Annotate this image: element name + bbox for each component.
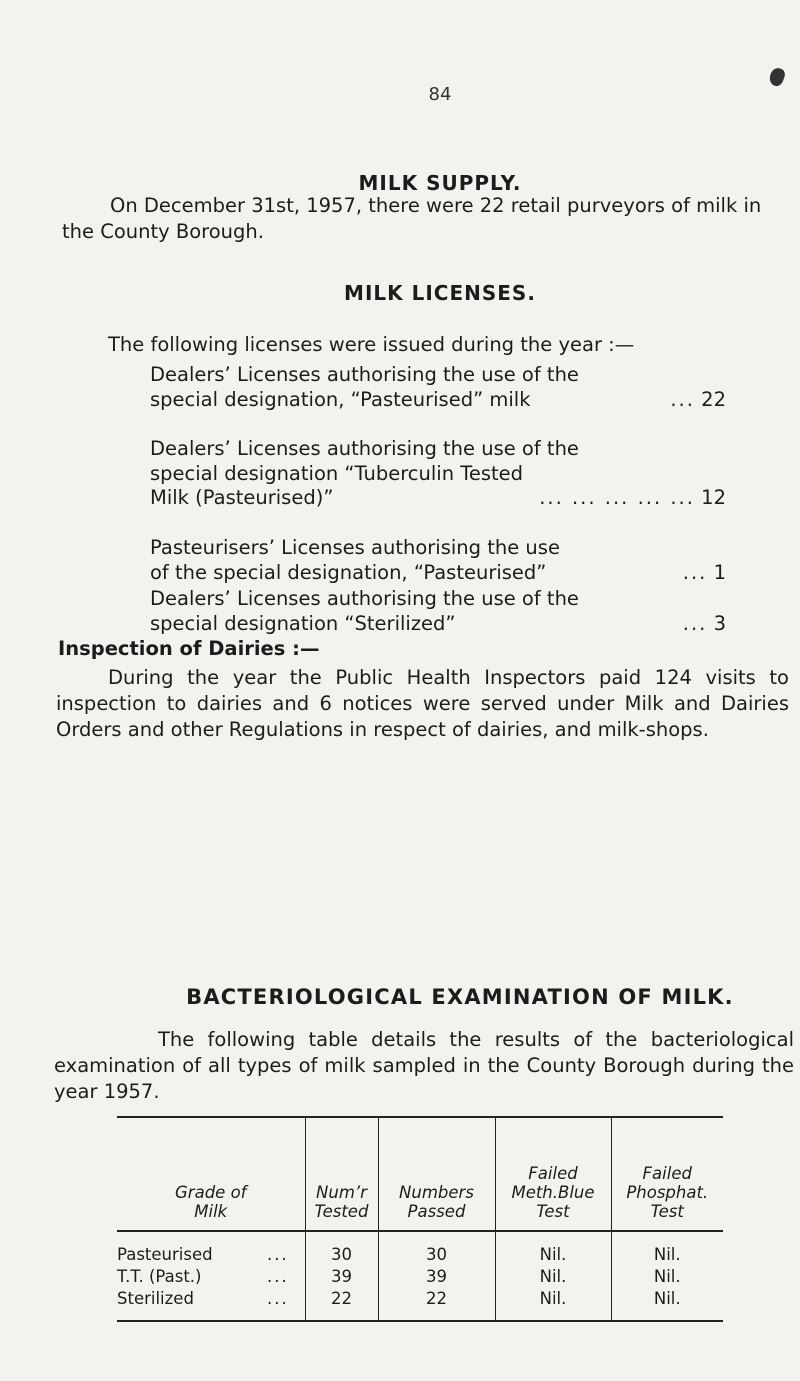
phosphat-cell: Nil. <box>611 1288 723 1321</box>
table-row <box>117 1288 723 1321</box>
intro-paragraph-text: On December 31st, 1957, there were 22 retail purveyors of milk in the County Borough. <box>62 194 762 243</box>
page-title: MILK SUPPLY. <box>358 171 522 195</box>
table-row <box>117 1231 723 1266</box>
grade-cell: Sterilized ... <box>117 1289 289 1308</box>
leader-dots: ... <box>267 1267 289 1286</box>
license-entry <box>150 587 726 636</box>
bacteriological-heading: BACTERIOLOGICAL EXAMINATION OF MILK. <box>186 985 734 1009</box>
license-count: 12 <box>701 486 726 509</box>
meth-blue-cell: Nil. <box>495 1231 611 1266</box>
leader-dots: ... <box>267 1289 289 1308</box>
tested-cell: 22 <box>305 1288 378 1321</box>
passed-cell: 22 <box>378 1288 495 1321</box>
table-header-row <box>117 1117 723 1231</box>
license-line: Dealers’ Licenses authorising the use of the <box>150 363 579 386</box>
inspection-heading: Inspection of Dairies :— <box>58 637 320 660</box>
licenses-intro: The following licenses were issued during the year :— <box>108 333 635 356</box>
leader-dots: ... <box>682 560 708 584</box>
phosphat-cell: Nil. <box>611 1231 723 1266</box>
license-count: 3 <box>713 611 726 635</box>
column-header-meth-blue: Failed Meth.Blue Test <box>495 1117 611 1231</box>
meth-blue-cell: Nil. <box>495 1266 611 1288</box>
tested-cell: 30 <box>305 1231 378 1266</box>
bacteriological-paragraph-text: The following table details the results of the bacteriological examination of all types of milk sampled in the County Borough during the year 1957. <box>54 1028 794 1103</box>
intro-paragraph <box>62 193 797 245</box>
milk-results-table <box>117 1116 723 1322</box>
license-count: 22 <box>701 387 726 411</box>
license-line: special designation “Sterilized” <box>150 611 456 635</box>
leader-dots: ... <box>682 611 708 635</box>
license-entry <box>150 437 726 511</box>
license-line: Dealers’ Licenses authorising the use of the <box>150 587 579 610</box>
license-line: Pasteurisers’ Licenses authorising the use <box>150 536 560 559</box>
inspection-paragraph-text: During the year the Public Health Inspectors paid 124 visits to inspection to dairies and 6 notices were served under Milk and Dairies Orders and other Regulations in respect of dairies, and milk-shops. <box>56 666 789 741</box>
column-header-phosphat: Failed Phosphat. Test <box>611 1117 723 1231</box>
grade-cell: T.T. (Past.) ... <box>117 1267 289 1286</box>
phosphat-cell: Nil. <box>611 1266 723 1288</box>
table-row <box>117 1266 723 1288</box>
license-line: Milk (Pasteurised)” <box>150 486 334 509</box>
passed-cell: 30 <box>378 1231 495 1266</box>
passed-cell: 39 <box>378 1266 495 1288</box>
inspection-paragraph <box>56 665 789 743</box>
leader-dots: ... <box>670 387 695 411</box>
license-line: special designation “Tuberculin Tested <box>150 461 524 485</box>
licenses-heading: MILK LICENSES. <box>344 281 536 305</box>
license-line: of the special designation, “Pasteurised” <box>150 560 547 584</box>
license-line: Dealers’ Licenses authorising the use of the <box>150 437 579 460</box>
column-header-passed: Numbers Passed <box>378 1117 495 1231</box>
bacteriological-paragraph <box>54 1027 794 1105</box>
column-header-tested: Num’r Tested <box>305 1117 378 1231</box>
license-entry <box>150 536 726 585</box>
column-header-grade: Grade of Milk <box>175 1183 247 1221</box>
page-number: 84 <box>428 84 452 105</box>
leader-dots: ... ... ... ... ... <box>539 486 695 509</box>
grade-cell: Pasteurised ... <box>117 1245 289 1264</box>
license-line: special designation, “Pasteurised” milk <box>150 387 531 411</box>
license-count: 1 <box>713 560 726 584</box>
leader-dots: ... <box>267 1245 289 1264</box>
meth-blue-cell: Nil. <box>495 1288 611 1321</box>
license-entry <box>150 363 726 412</box>
tested-cell: 39 <box>305 1266 378 1288</box>
